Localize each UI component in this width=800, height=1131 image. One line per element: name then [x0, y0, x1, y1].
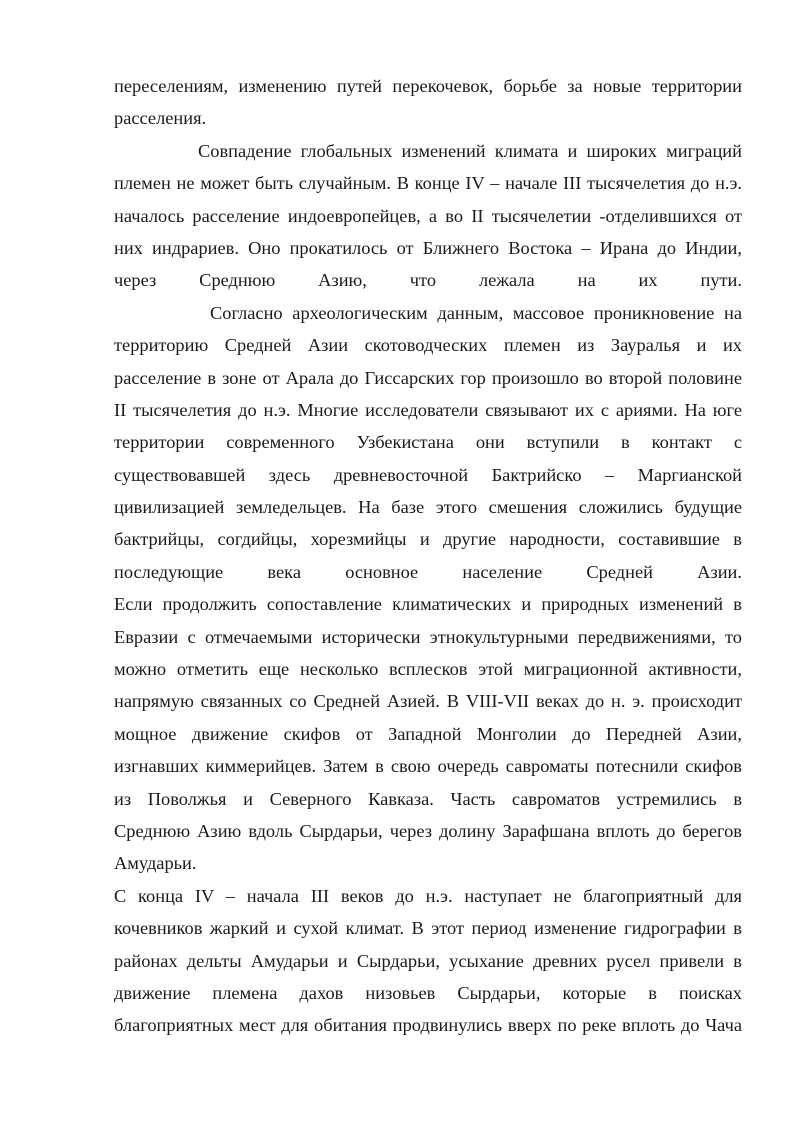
text-line: из Поволжья и Северного Кавказа. Часть савроматов устремились в — [114, 788, 742, 809]
text-line: кочевников жаркий и сухой климат. В этот период изменение гидрографии в — [114, 918, 742, 939]
text-line: расселения. — [114, 108, 207, 129]
text-line: Совпадение глобальных изменений климата и широких миграций — [198, 140, 742, 161]
text-line: цивилизацией земледельцев. На базе этого смешения сложились будущие — [114, 497, 742, 518]
text-line: существовавшей здесь древневосточной Бактрийско – Маргианской — [114, 464, 742, 485]
text-line: движение племена дахов низовьев Сырдарьи, которые в поисках — [114, 982, 742, 1003]
text-line: последующие века основное население Средней Азии. — [114, 561, 742, 582]
text-line: мощное движение скифов от Западной Монголии до Передней Азии, — [114, 723, 742, 744]
text-line: II тысячелетия до н.э. Многие исследователи связывают их с ариями. На юге — [114, 399, 742, 420]
text-line: можно отметить еще несколько всплесков этой миграционной активности, — [114, 659, 742, 680]
text-line: переселениям, изменению путей перекочевок, борьбе за новые территории — [114, 76, 742, 96]
text-line: Евразии с отмечаемыми исторически этнокультурными передвижениями, то — [114, 626, 742, 647]
text-line: бактрийцы, согдийцы, хорезмийцы и другие народности, составившие в — [114, 529, 742, 550]
text-line: изгнавших киммерийцев. Затем в свою очередь савроматы потеснили скифов — [114, 756, 742, 777]
text-line: благоприятных мест для обитания продвинулись вверх по реке вплоть до Чача — [114, 1015, 742, 1036]
text-line: расселение в зоне от Арала до Гиссарских гор произошло во второй половине — [114, 367, 742, 388]
text-line: племен не может быть случайным. В конце IV – начале III тысячелетия до н.э. — [114, 173, 742, 194]
document-page — [114, 70, 742, 1042]
text-line: Если продолжить сопоставление климатических и природных изменений в — [114, 594, 742, 615]
text-line: С конца IV – начала III веков до н.э. наступает не благоприятный для — [114, 885, 742, 906]
text-line: началось расселение индоевропейцев, а во II тысячелетии -отделившихся от — [114, 205, 742, 226]
text-line: Согласно археологическим данным, массовое проникновение на — [210, 302, 742, 323]
text-line: районах дельты Амударьи и Сырдарьи, усыхание древних русел привели в — [114, 950, 742, 971]
text-line: территорию Средней Азии скотоводческих племен из Зауралья и их — [114, 335, 742, 356]
text-line: Среднюю Азию вдоль Сырдарьи, через долину Зарафшана вплоть до берегов — [114, 820, 742, 841]
text-line: них индрариев. Оно прокатилось от Ближнего Востока – Ирана до Индии, — [114, 237, 742, 258]
text-line: напрямую связанных со Средней Азией. В VIII-VII веках до н. э. происходит — [114, 691, 742, 712]
text-line: территории современного Узбекистана они вступили в контакт с — [114, 432, 742, 453]
text-line: Амударьи. — [114, 853, 197, 874]
text-line: через Среднюю Азию, что лежала на их пути. — [114, 270, 742, 291]
